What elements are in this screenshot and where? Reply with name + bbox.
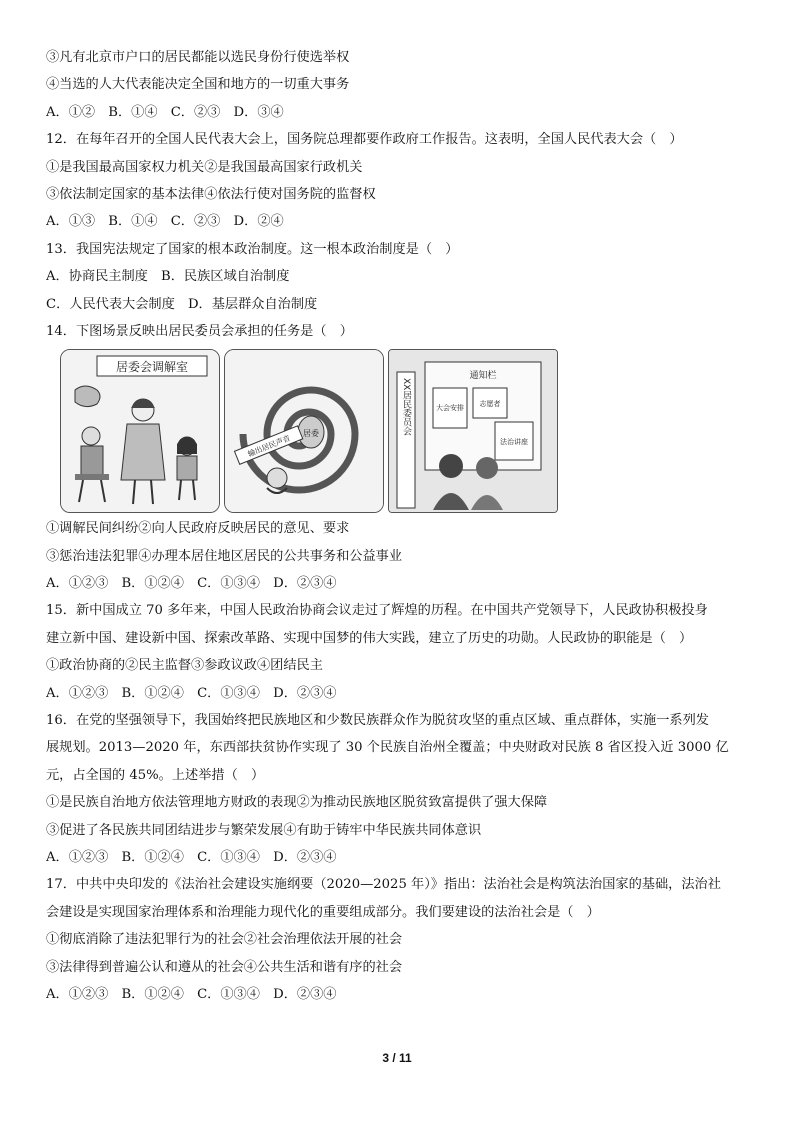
q17-stem-line-2: 会建设是实现国家治理体系和治理能力现代化的重要组成部分。我们要建设的法治社会是（ ） <box>46 904 600 920</box>
figure-panel-notice-board <box>388 349 558 513</box>
figure-panel-spiral <box>224 349 384 513</box>
q12-stem: 12．在每年召开的全国人民代表大会上，国务院总理都要作政府工作报告。这表明，全国人民代表大会（ ） <box>46 132 683 148</box>
q16-stem-line-3: 元，占全国的 45%。上述举措（ ） <box>46 767 265 783</box>
q13-options-a: A．协商民主制度 B．民族区域自治制度 <box>46 269 290 285</box>
spiral-illustration <box>225 350 383 512</box>
figure-panel-mediation-room <box>60 349 220 513</box>
q16-stem-line-2: 展规划。2013—2020 年，东西部扶贫协作实现了 30 个民族自治州全覆盖；中央财政对民族 8 省区投入近 3000 亿 <box>46 740 729 756</box>
q17-items-a: ①彻底消除了违法犯罪行为的社会②社会治理依法开展的社会 <box>46 932 403 948</box>
q13-options-b: C．人民代表大会制度 D．基层群众自治制度 <box>46 296 318 312</box>
notice-2-text: 志愿者 <box>479 400 501 409</box>
q16-options: A．①②③ B．①②④ C．①③④ D．②③④ <box>46 849 337 865</box>
page-number: 3 / 11 <box>382 1051 412 1065</box>
notice-3-text: 法治讲座 <box>500 438 528 447</box>
scroll-text: 输出居民声音 <box>246 433 292 459</box>
spiral-center-text: 居委 <box>303 429 319 439</box>
q16-items-a: ①是民族自治地方依法管理地方财政的表现②为推动民族地区脱贫致富提供了强大保障 <box>46 795 548 811</box>
q16-items-b: ③促进了各民族共同团结进步与繁荣发展④有助于铸牢中华民族共同体意识 <box>46 822 482 838</box>
committee-plaque-text: XX居民委员会 <box>401 378 411 436</box>
q17-items-b: ③法律得到普遍公认和遵从的社会④公共生活和谐有序的社会 <box>46 959 403 975</box>
q15-stem-line-2: 建立新中国、建设新中国、探索改革路、实现中国梦的伟大实践，建立了历史的功勋。人民政协的职能是（ ） <box>46 630 693 646</box>
q12-items-b: ③依法制定国家的基本法律④依法行使对国务院的监督权 <box>46 186 376 202</box>
q11-item-4: ④当选的人大代表能决定全国和地方的一切重大事务 <box>46 77 350 93</box>
notice-board-illustration <box>389 350 557 512</box>
q14-figure <box>60 349 556 511</box>
q12-items-a: ①是我国最高国家权力机关②是我国最高国家行政机关 <box>46 159 363 175</box>
q12-options: A．①③ B．①④ C．②③ D．②④ <box>46 214 284 230</box>
q14-items-b: ③惩治违法犯罪④办理本居住地区居民的公共事务和公益事业 <box>46 548 403 564</box>
mediation-sign-text: 居委会调解室 <box>115 360 189 375</box>
q17-options: A．①②③ B．①②④ C．①③④ D．②③④ <box>46 986 337 1002</box>
q14-stem: 14．下图场景反映出居民委员会承担的任务是（ ） <box>46 323 353 339</box>
board-title-text: 通知栏 <box>469 371 497 382</box>
q14-options: A．①②③ B．①②④ C．①③④ D．②③④ <box>46 576 337 592</box>
q11-options: A．①② B．①④ C．②③ D．③④ <box>46 104 284 120</box>
q15-items: ①政治协商的②民主监督③参政议政④团结民主 <box>46 658 323 674</box>
q16-stem-line-1: 16．在党的坚强领导下，我国始终把民族地区和少数民族群众作为脱贫攻坚的重点区域、重点群体，实施一系列发 <box>46 713 709 729</box>
mediation-room-illustration <box>61 350 219 512</box>
q15-options: A．①②③ B．①②④ C．①③④ D．②③④ <box>46 685 337 701</box>
q13-stem: 13．我国宪法规定了国家的根本政治制度。这一根本政治制度是（ ） <box>46 241 459 257</box>
q14-items-a: ①调解民间纠纷②向人民政府反映居民的意见、要求 <box>46 521 350 537</box>
exam-page-content <box>46 44 756 1008</box>
notice-1-text: 大会安排 <box>436 404 464 413</box>
q15-stem-line-1: 15．新中国成立 70 多年来，中国人民政治协商会议走过了辉煌的历程。在中国共产党领导下，人民政协积极投身 <box>46 603 708 619</box>
q17-stem-line-1: 17．中共中央印发的《法治社会建设实施纲要（2020—2025 年）》指出：法治社会是构筑法治国家的基础，法治社 <box>46 877 721 893</box>
q11-item-3: ③凡有北京市户口的居民都能以选民身份行使选举权 <box>46 50 350 65</box>
